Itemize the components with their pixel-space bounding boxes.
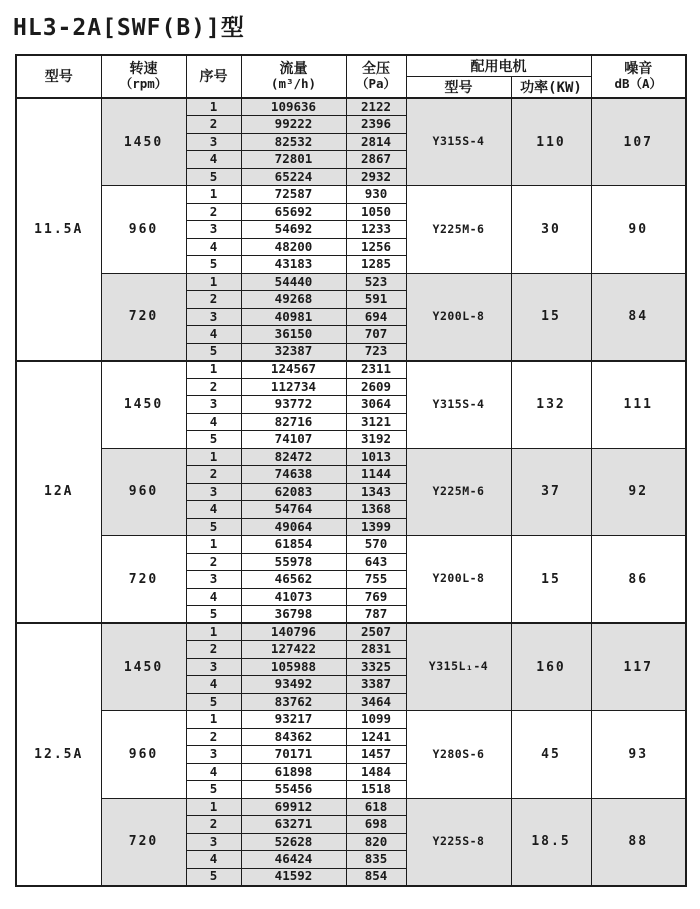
seq-cell: 2 — [186, 378, 241, 396]
spec-row — [16, 361, 686, 379]
flow-cell: 61854 — [241, 536, 346, 554]
seq-cell: 1 — [186, 623, 241, 641]
seq-cell: 2 — [186, 553, 241, 571]
flow-cell: 36150 — [241, 326, 346, 344]
flow-cell: 41592 — [241, 868, 346, 886]
pressure-cell: 3121 — [346, 413, 406, 431]
seq-cell: 4 — [186, 413, 241, 431]
flow-cell: 83762 — [241, 693, 346, 711]
rpm-cell: 1450 — [101, 623, 186, 711]
pressure-cell: 618 — [346, 798, 406, 816]
table-body — [16, 98, 686, 886]
flow-cell: 49268 — [241, 291, 346, 309]
flow-cell: 84362 — [241, 728, 346, 746]
seq-cell: 2 — [186, 728, 241, 746]
seq-cell: 3 — [186, 396, 241, 414]
spec-row — [16, 711, 686, 729]
rpm-cell: 960 — [101, 711, 186, 799]
pressure-cell: 1241 — [346, 728, 406, 746]
motor-power-cell: 15 — [511, 536, 591, 624]
flow-cell: 54764 — [241, 501, 346, 519]
pressure-cell: 3387 — [346, 676, 406, 694]
noise-cell: 88 — [591, 798, 686, 886]
pressure-cell: 2311 — [346, 361, 406, 379]
seq-cell: 2 — [186, 203, 241, 221]
motor-model-cell: Y225M-6 — [406, 448, 511, 536]
col-header-motor-power — [511, 76, 591, 98]
col-header-seq — [186, 55, 241, 98]
seq-cell: 1 — [186, 448, 241, 466]
seq-cell: 3 — [186, 221, 241, 239]
spec-row — [16, 623, 686, 641]
rpm-cell: 720 — [101, 273, 186, 361]
seq-cell: 2 — [186, 116, 241, 134]
spec-row — [16, 798, 686, 816]
seq-cell: 5 — [186, 256, 241, 274]
flow-cell: 82532 — [241, 133, 346, 151]
flow-cell: 82472 — [241, 448, 346, 466]
noise-cell: 90 — [591, 186, 686, 274]
flow-cell: 32387 — [241, 343, 346, 361]
col-header-motor-power-label: 功率(KW) — [520, 79, 582, 96]
flow-cell: 55978 — [241, 553, 346, 571]
pressure-cell: 1256 — [346, 238, 406, 256]
col-header-motor-model — [406, 76, 511, 98]
motor-model-cell: Y315S-4 — [406, 98, 511, 186]
flow-cell: 72587 — [241, 186, 346, 204]
flow-cell: 41073 — [241, 588, 346, 606]
noise-cell: 111 — [591, 361, 686, 449]
pressure-cell: 707 — [346, 326, 406, 344]
flow-cell: 62083 — [241, 483, 346, 501]
col-header-noise-label: 噪音 — [624, 61, 653, 78]
flow-cell: 46424 — [241, 851, 346, 869]
flow-cell: 43183 — [241, 256, 346, 274]
motor-power-cell: 15 — [511, 273, 591, 361]
col-header-speed — [101, 55, 186, 98]
pressure-cell: 1144 — [346, 466, 406, 484]
rpm-cell: 1450 — [101, 98, 186, 186]
flow-cell: 127422 — [241, 641, 346, 659]
flow-cell: 74107 — [241, 431, 346, 449]
pressure-cell: 2122 — [346, 98, 406, 116]
flow-cell: 109636 — [241, 98, 346, 116]
col-header-motor-group-label: 配用电机 — [470, 58, 527, 75]
seq-cell: 3 — [186, 658, 241, 676]
fan-spec-table — [15, 54, 687, 887]
flow-cell: 65224 — [241, 168, 346, 186]
seq-cell: 4 — [186, 763, 241, 781]
col-header-flow — [241, 55, 346, 98]
seq-cell: 1 — [186, 98, 241, 116]
pressure-cell: 1518 — [346, 781, 406, 799]
motor-power-cell: 110 — [511, 98, 591, 186]
rpm-cell: 720 — [101, 536, 186, 624]
col-header-pressure-label: 全压 — [362, 61, 390, 78]
pressure-cell: 1343 — [346, 483, 406, 501]
pressure-cell: 1457 — [346, 746, 406, 764]
pressure-cell: 1484 — [346, 763, 406, 781]
spec-row — [16, 98, 686, 116]
rpm-cell: 960 — [101, 186, 186, 274]
pressure-cell: 723 — [346, 343, 406, 361]
flow-cell: 93492 — [241, 676, 346, 694]
seq-cell: 3 — [186, 746, 241, 764]
flow-cell: 70171 — [241, 746, 346, 764]
pressure-cell: 2831 — [346, 641, 406, 659]
flow-cell: 72801 — [241, 151, 346, 169]
col-header-flow-label: 流量 — [279, 61, 308, 78]
flow-cell: 52628 — [241, 833, 346, 851]
seq-cell: 5 — [186, 606, 241, 624]
seq-cell: 4 — [186, 151, 241, 169]
pressure-cell: 1099 — [346, 711, 406, 729]
rpm-cell: 720 — [101, 798, 186, 886]
pressure-cell: 2932 — [346, 168, 406, 186]
col-header-model — [16, 55, 101, 98]
pressure-cell: 787 — [346, 606, 406, 624]
noise-cell: 84 — [591, 273, 686, 361]
flow-cell: 49064 — [241, 518, 346, 536]
motor-model-cell: Y315S-4 — [406, 361, 511, 449]
pressure-cell: 2609 — [346, 378, 406, 396]
seq-cell: 4 — [186, 676, 241, 694]
motor-power-cell: 30 — [511, 186, 591, 274]
seq-cell: 5 — [186, 343, 241, 361]
noise-cell: 107 — [591, 98, 686, 186]
pressure-cell: 769 — [346, 588, 406, 606]
flow-cell: 54440 — [241, 273, 346, 291]
flow-cell: 82716 — [241, 413, 346, 431]
flow-cell: 99222 — [241, 116, 346, 134]
spec-row — [16, 186, 686, 204]
col-header-motor-model-label: 型号 — [444, 79, 473, 96]
spec-row — [16, 536, 686, 554]
motor-power-cell: 160 — [511, 623, 591, 711]
motor-power-cell: 18.5 — [511, 798, 591, 886]
pressure-cell: 835 — [346, 851, 406, 869]
col-header-noise-unit: dB（A） — [614, 76, 663, 92]
seq-cell: 5 — [186, 518, 241, 536]
seq-cell: 5 — [186, 693, 241, 711]
spec-row — [16, 273, 686, 291]
model-cell: 11.5A — [16, 98, 101, 361]
pressure-cell: 3064 — [346, 396, 406, 414]
seq-cell: 5 — [186, 431, 241, 449]
flow-cell: 61898 — [241, 763, 346, 781]
seq-cell: 2 — [186, 291, 241, 309]
noise-cell: 117 — [591, 623, 686, 711]
flow-cell: 69912 — [241, 798, 346, 816]
seq-cell: 5 — [186, 868, 241, 886]
noise-cell: 86 — [591, 536, 686, 624]
col-header-speed-unit: （rpm） — [119, 76, 168, 92]
pressure-cell: 570 — [346, 536, 406, 554]
pressure-cell: 820 — [346, 833, 406, 851]
pressure-cell: 854 — [346, 868, 406, 886]
noise-cell: 93 — [591, 711, 686, 799]
pressure-cell: 3192 — [346, 431, 406, 449]
pressure-cell: 1050 — [346, 203, 406, 221]
col-header-flow-unit: (m³/h) — [270, 76, 317, 92]
pressure-cell: 3325 — [346, 658, 406, 676]
motor-model-cell: Y200L-8 — [406, 536, 511, 624]
flow-cell: 55456 — [241, 781, 346, 799]
flow-cell: 93772 — [241, 396, 346, 414]
motor-model-cell: Y225M-6 — [406, 186, 511, 274]
pressure-cell: 1368 — [346, 501, 406, 519]
pressure-cell: 930 — [346, 186, 406, 204]
col-header-noise — [591, 55, 686, 98]
col-header-model-label: 型号 — [44, 69, 73, 86]
flow-cell: 63271 — [241, 816, 346, 834]
seq-cell: 4 — [186, 238, 241, 256]
motor-power-cell: 45 — [511, 711, 591, 799]
pressure-cell: 694 — [346, 308, 406, 326]
pressure-cell: 2814 — [346, 133, 406, 151]
seq-cell: 3 — [186, 833, 241, 851]
flow-cell: 54692 — [241, 221, 346, 239]
flow-cell: 65692 — [241, 203, 346, 221]
pressure-cell: 755 — [346, 571, 406, 589]
pressure-cell: 643 — [346, 553, 406, 571]
flow-cell: 36798 — [241, 606, 346, 624]
seq-cell: 1 — [186, 186, 241, 204]
seq-cell: 3 — [186, 133, 241, 151]
seq-cell: 3 — [186, 571, 241, 589]
flow-cell: 46562 — [241, 571, 346, 589]
page-title: HL3-2A[SWF(B)]型 — [13, 15, 245, 41]
motor-power-cell: 37 — [511, 448, 591, 536]
seq-cell: 4 — [186, 588, 241, 606]
col-header-pressure — [346, 55, 406, 98]
seq-cell: 2 — [186, 466, 241, 484]
motor-power-cell: 132 — [511, 361, 591, 449]
flow-cell: 105988 — [241, 658, 346, 676]
noise-cell: 92 — [591, 448, 686, 536]
motor-model-cell: Y225S-8 — [406, 798, 511, 886]
seq-cell: 3 — [186, 483, 241, 501]
seq-cell: 5 — [186, 781, 241, 799]
pressure-cell: 2867 — [346, 151, 406, 169]
spec-row — [16, 448, 686, 466]
seq-cell: 2 — [186, 816, 241, 834]
pressure-cell: 591 — [346, 291, 406, 309]
motor-model-cell: Y280S-6 — [406, 711, 511, 799]
pressure-cell: 523 — [346, 273, 406, 291]
model-cell: 12.5A — [16, 623, 101, 886]
pressure-cell: 1013 — [346, 448, 406, 466]
col-header-pressure-unit: （Pa） — [355, 76, 397, 92]
seq-cell: 1 — [186, 711, 241, 729]
seq-cell: 1 — [186, 361, 241, 379]
seq-cell: 1 — [186, 536, 241, 554]
seq-cell: 4 — [186, 501, 241, 519]
col-header-speed-label: 转速 — [129, 61, 158, 78]
flow-cell: 40981 — [241, 308, 346, 326]
seq-cell: 1 — [186, 798, 241, 816]
pressure-cell: 1233 — [346, 221, 406, 239]
col-header-motor-group — [406, 55, 591, 76]
flow-cell: 140796 — [241, 623, 346, 641]
motor-model-cell: Y200L-8 — [406, 273, 511, 361]
rpm-cell: 1450 — [101, 361, 186, 449]
flow-cell: 74638 — [241, 466, 346, 484]
pressure-cell: 2507 — [346, 623, 406, 641]
pressure-cell: 1399 — [346, 518, 406, 536]
table-header — [16, 55, 686, 98]
col-header-seq-label: 序号 — [199, 69, 228, 86]
flow-cell: 93217 — [241, 711, 346, 729]
pressure-cell: 3464 — [346, 693, 406, 711]
seq-cell: 1 — [186, 273, 241, 291]
pressure-cell: 2396 — [346, 116, 406, 134]
seq-cell: 3 — [186, 308, 241, 326]
flow-cell: 112734 — [241, 378, 346, 396]
rpm-cell: 960 — [101, 448, 186, 536]
model-cell: 12A — [16, 361, 101, 624]
flow-cell: 48200 — [241, 238, 346, 256]
seq-cell: 5 — [186, 168, 241, 186]
pressure-cell: 698 — [346, 816, 406, 834]
flow-cell: 124567 — [241, 361, 346, 379]
motor-model-cell: Y315L₁-4 — [406, 623, 511, 711]
seq-cell: 4 — [186, 851, 241, 869]
seq-cell: 2 — [186, 641, 241, 659]
seq-cell: 4 — [186, 326, 241, 344]
pressure-cell: 1285 — [346, 256, 406, 274]
